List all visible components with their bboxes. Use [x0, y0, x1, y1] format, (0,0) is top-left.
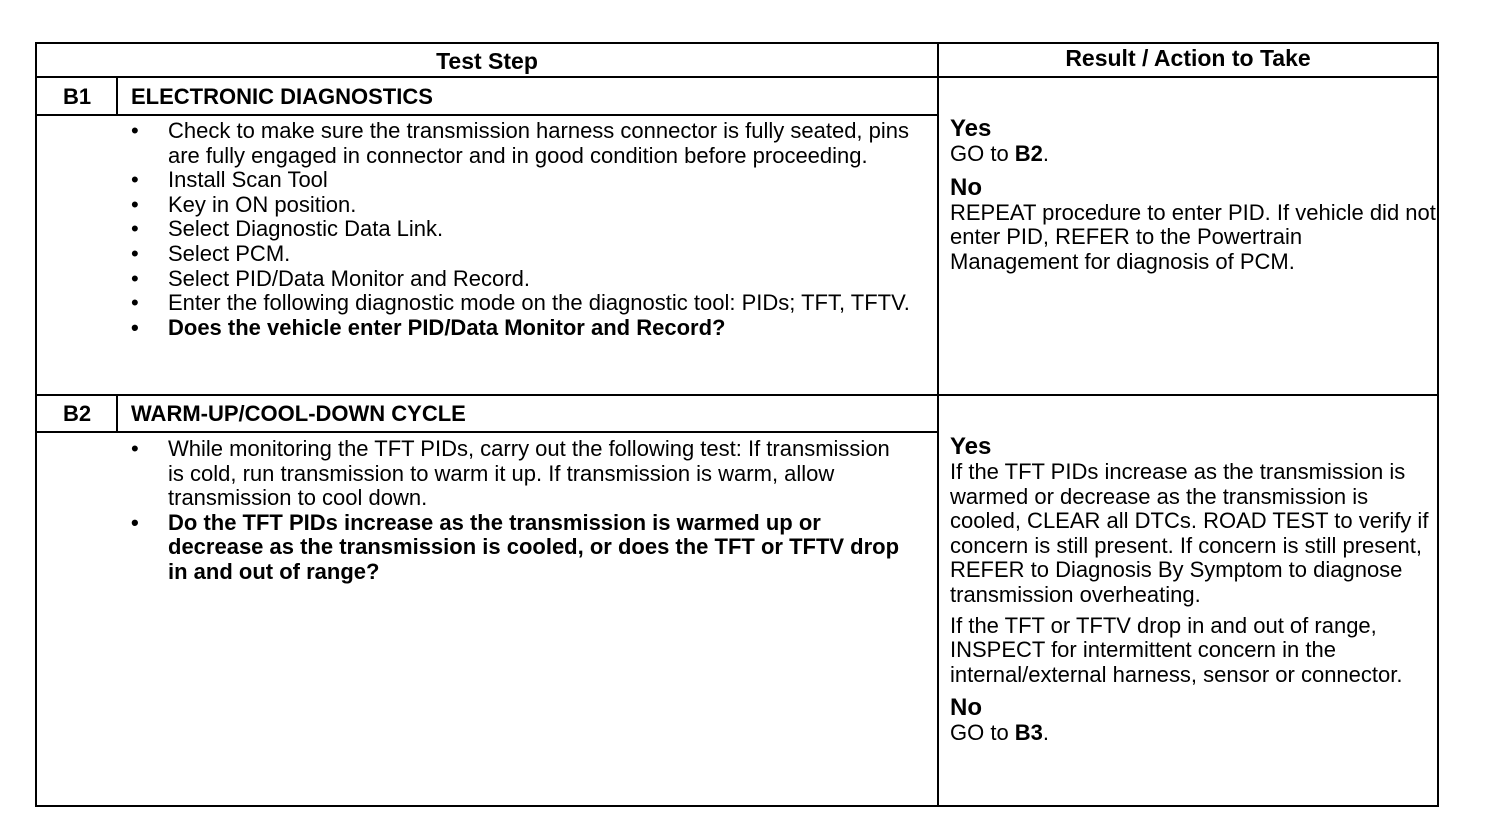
list-item: • Select PCM. [131, 242, 921, 267]
b1-yes-prefix: GO to [950, 141, 1015, 166]
list-item: • While monitoring the TFT PIDs, carry out the following test: If transmission is cold, run transmission to warm it up. If transmission is warm, allow transmission to cool down. [131, 437, 911, 511]
b1-yes-suffix: . [1042, 141, 1050, 166]
b2-no-target: B3 [1014, 720, 1043, 746]
step-id-b1: B1 [62, 84, 92, 109]
b1-yes-target: B2 [1014, 141, 1043, 166]
step-title-b2: WARM-UP/COOL-DOWN CYCLE [131, 401, 466, 426]
b1-question: • Does the vehicle enter PID/Data Monitor and Record? [131, 316, 921, 341]
b1-no-label: No [950, 173, 982, 201]
list-item: • Install Scan Tool [131, 168, 921, 193]
b2-no-action [950, 721, 1436, 746]
list-item: • Select Diagnostic Data Link. [131, 217, 921, 242]
b2-yes-label: Yes [950, 433, 992, 460]
list-item: • Check to make sure the transmission harness connector is fully seated, pins are fully engaged in connector and in good condition before proceeding. [131, 119, 921, 168]
column-divider [937, 42, 939, 807]
b2-question: • Do the TFT PIDs increase as the transmission is warmed up or decrease as the transmission is cooled, or does the TFT or TFTV drop in and out of range? [131, 511, 911, 585]
b2-yes-text-2: If the TFT or TFTV drop in and out of range, INSPECT for intermittent concern in the internal/external harness, sensor or connector. [950, 612, 1403, 687]
b1-bullet-list [131, 119, 921, 340]
step-title-b1: ELECTRONIC DIAGNOSTICS [131, 84, 433, 109]
b1-yes-action [950, 142, 1436, 167]
b2-no-prefix: GO to [950, 720, 1015, 746]
list-item: • Select PID/Data Monitor and Record. [131, 267, 921, 292]
b1-no-action: REPEAT procedure to enter PID. If vehicle did not enter PID, REFER to the Powertrain Management for diagnosis of PCM. [950, 199, 1436, 274]
list-item: • Enter the following diagnostic mode on the diagnostic tool: PIDs; TFT, TFTV. [131, 291, 921, 316]
b1-title-bottom-line [35, 114, 938, 116]
b2-yes-text-1: If the TFT PIDs increase as the transmission is warmed or decrease as the transmission is cooled, CLEAR all DTCs. ROAD TEST to verify if concern is still present. If concern is still present, REFER to Diagnosis By Symptom to diagnose transmission overheating. [950, 459, 1429, 607]
b2-no-label: No [950, 694, 982, 722]
b2-title-bottom-line [35, 431, 938, 433]
step-id-b2: B2 [62, 401, 92, 426]
header-bottom-line [35, 76, 1439, 78]
b2-result [950, 434, 1436, 746]
b1-row-bottom-line [35, 394, 1439, 396]
b2-no-suffix: . [1042, 720, 1050, 746]
b2-bullet-list [131, 437, 911, 585]
b1-result [950, 116, 1436, 274]
list-item: • Key in ON position. [131, 193, 921, 218]
header-result-action: Result / Action to Take [1065, 45, 1311, 71]
header-test-step: Test Step [436, 48, 538, 74]
b1-yes-label: Yes [950, 115, 992, 142]
